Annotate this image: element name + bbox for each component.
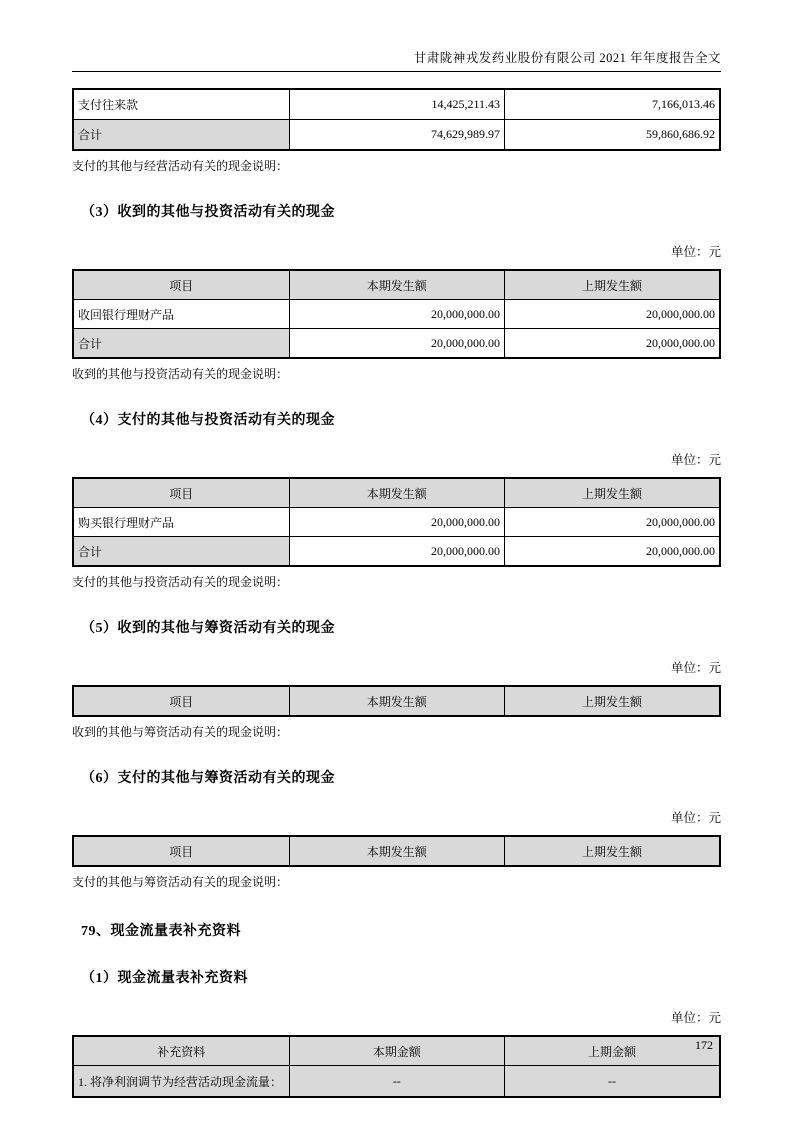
unit-label: 单位：元 — [670, 245, 721, 259]
current-period-cell: -- — [289, 1066, 504, 1098]
heading-79-1: （1）现金流量表补充资料 — [81, 971, 248, 986]
note-text: 支付的其他与筹资活动有关的现金说明： — [72, 875, 289, 889]
note-text: 支付的其他与经营活动有关的现金说明： — [72, 159, 289, 173]
table-row — [73, 1066, 720, 1098]
prior-period-cell: 59,860,686.92 — [505, 120, 720, 151]
column-header-prior: 上期金额 — [505, 1036, 720, 1066]
item-cell: 购买银行理财产品 — [73, 508, 289, 537]
item-cell: 1. 将净利润调节为经营活动现金流量： — [73, 1066, 289, 1098]
section-5-table — [72, 685, 721, 717]
section-heading-3: （3）收到的其他与投资活动有关的现金 — [81, 205, 335, 220]
table-header-row — [73, 836, 720, 866]
column-header-item: 补充资料 — [73, 1036, 289, 1066]
table-header-row — [73, 686, 720, 716]
item-cell: 合计 — [73, 120, 289, 151]
table-row — [73, 89, 720, 120]
unit-label: 单位：元 — [670, 453, 721, 467]
page-number: 172 — [695, 1038, 713, 1052]
table-row-total — [73, 120, 720, 151]
supplement-table — [72, 1035, 721, 1098]
table-header-row — [73, 1036, 720, 1066]
section-heading-6: （6）支付的其他与筹资活动有关的现金 — [81, 771, 335, 786]
operating-cash-table-continuation — [72, 88, 721, 151]
table-header-row — [73, 270, 720, 300]
table-row-total — [73, 329, 720, 359]
column-header-current: 本期发生额 — [289, 836, 504, 866]
prior-period-cell: 20,000,000.00 — [505, 508, 720, 537]
unit-label: 单位：元 — [670, 1011, 721, 1025]
heading-79: 79、现金流量表补充资料 — [81, 924, 241, 939]
column-header-item: 项目 — [73, 686, 289, 716]
unit-label: 单位：元 — [670, 661, 721, 675]
note-text: 支付的其他与投资活动有关的现金说明： — [72, 575, 289, 589]
column-header-current: 本期金额 — [289, 1036, 504, 1066]
current-period-cell: 74,629,989.97 — [289, 120, 504, 151]
prior-period-cell: 20,000,000.00 — [505, 329, 720, 359]
column-header-item: 项目 — [73, 836, 289, 866]
section-heading-4: （4）支付的其他与投资活动有关的现金 — [81, 413, 335, 428]
current-period-cell: 20,000,000.00 — [289, 508, 504, 537]
column-header-prior: 上期发生额 — [505, 270, 720, 300]
column-header-item: 项目 — [73, 478, 289, 508]
prior-period-cell: -- — [505, 1066, 720, 1098]
note-text: 收到的其他与筹资活动有关的现金说明： — [72, 725, 289, 739]
item-cell: 支付往来款 — [73, 89, 289, 120]
column-header-current: 本期发生额 — [289, 478, 504, 508]
item-cell: 合计 — [73, 329, 289, 359]
page-header — [72, 48, 721, 72]
table-row — [73, 300, 720, 329]
section-heading-5: （5）收到的其他与筹资活动有关的现金 — [81, 621, 335, 636]
prior-period-cell: 20,000,000.00 — [505, 300, 720, 329]
item-cell: 合计 — [73, 537, 289, 567]
table-row — [73, 508, 720, 537]
table-header-row — [73, 478, 720, 508]
column-header-current: 本期发生额 — [289, 686, 504, 716]
section-6-table — [72, 835, 721, 867]
current-period-cell: 14,425,211.43 — [289, 89, 504, 120]
report-title: 甘肃陇神戎发药业股份有限公司 2021 年年度报告全文 — [413, 51, 721, 65]
section-3-table — [72, 269, 721, 359]
unit-label: 单位：元 — [670, 811, 721, 825]
column-header-prior: 上期发生额 — [505, 836, 720, 866]
prior-period-cell: 7,166,013.46 — [505, 89, 720, 120]
note-text: 收到的其他与投资活动有关的现金说明： — [72, 367, 289, 381]
column-header-current: 本期发生额 — [289, 270, 504, 300]
current-period-cell: 20,000,000.00 — [289, 329, 504, 359]
column-header-prior: 上期发生额 — [505, 686, 720, 716]
column-header-item: 项目 — [73, 270, 289, 300]
current-period-cell: 20,000,000.00 — [289, 537, 504, 567]
item-cell: 收回银行理财产品 — [73, 300, 289, 329]
prior-period-cell: 20,000,000.00 — [505, 537, 720, 567]
section-4-table — [72, 477, 721, 567]
current-period-cell: 20,000,000.00 — [289, 300, 504, 329]
column-header-prior: 上期发生额 — [505, 478, 720, 508]
table-row-total — [73, 537, 720, 567]
